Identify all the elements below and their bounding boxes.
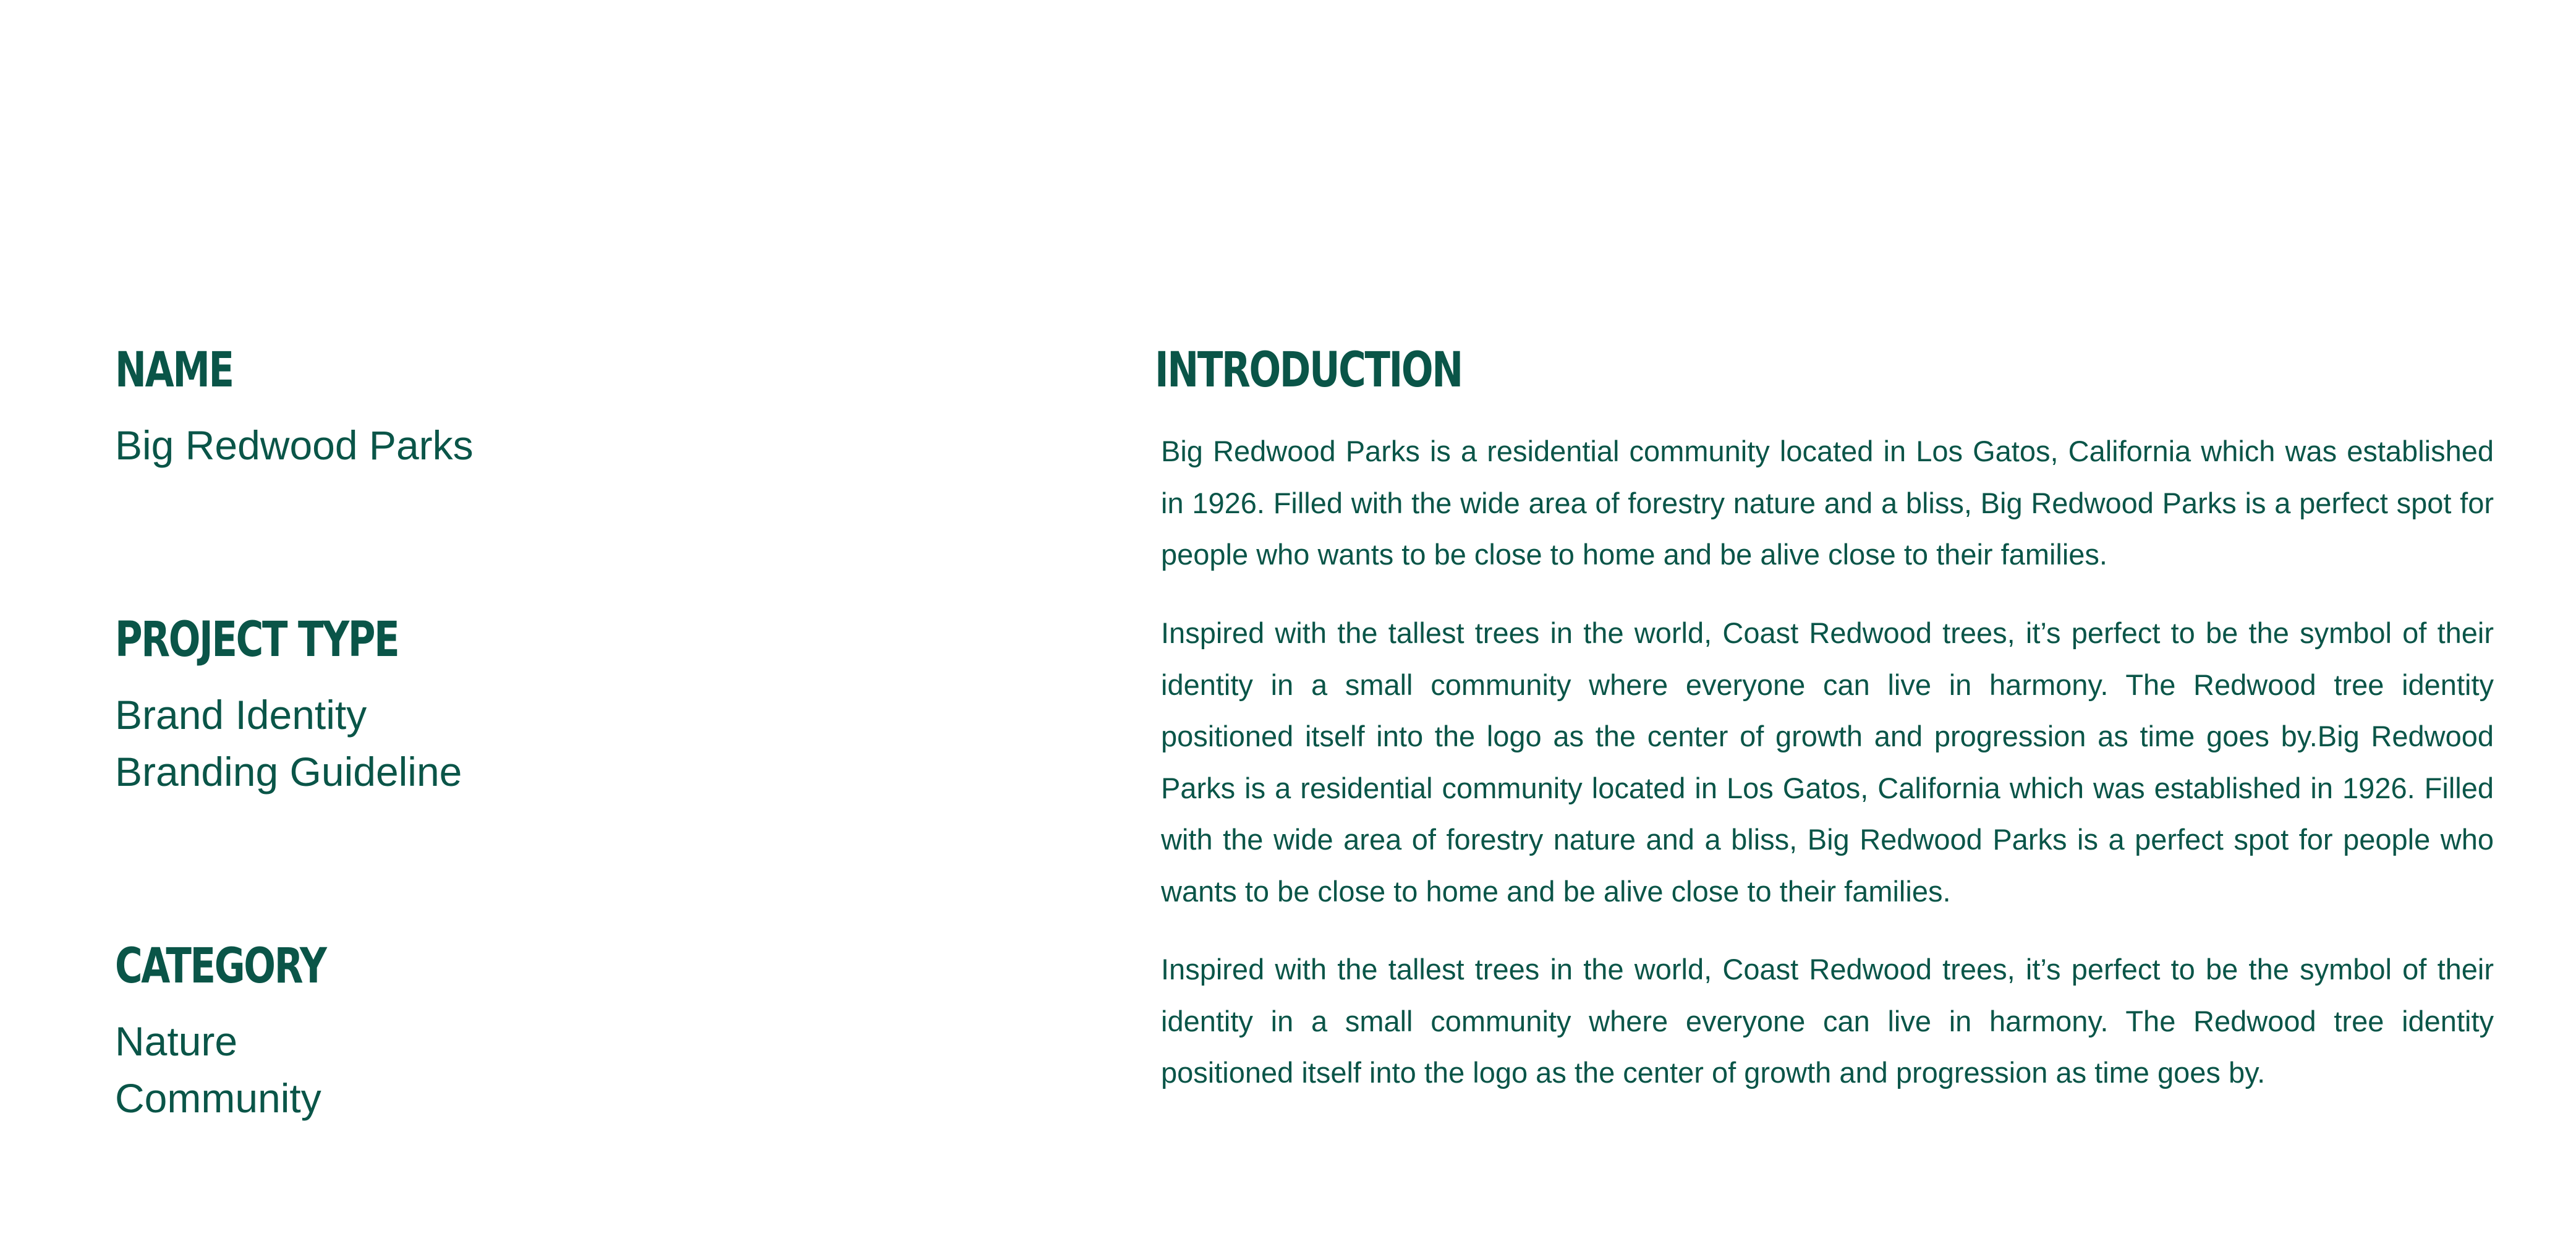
category-value-line: Community [115,1075,321,1121]
project-type-value [115,686,1042,800]
project-type-value-line: Branding Guideline [115,749,462,795]
name-heading: NAME [115,343,233,398]
introduction-heading: INTRODUCTION [1155,343,1462,398]
introduction-paragraph: Big Redwood Parks is a residential community located in Los Gatos, California which was established in 1926. Filled with the wide area of forestry nature and a bliss, Big Redwood Parks is a perfect spot for people who wants to be close to home and be alive close to their families. [1161,435,2494,571]
name-value [115,417,1042,474]
project-type-heading: PROJECT TYPE [115,612,399,668]
introduction-paragraph: Inspired with the tallest trees in the world, Coast Redwood trees, it’s perfect to be the symbol of their identity in a small community where everyone can live in harmony. The Redwood tree identity positioned itself into the logo as the center of growth and progression as time goes by. [1161,953,2494,1089]
project-type-field [115,612,1042,800]
category-field [115,939,1042,1127]
name-value-line: Big Redwood Parks [115,422,474,468]
name-field [115,343,1042,474]
category-heading: CATEGORY [115,939,326,994]
introduction-paragraph: Inspired with the tallest trees in the world, Coast Redwood trees, it’s perfect to be the symbol of their identity in a small community where everyone can live in harmony. The Redwood tree identity positioned itself into the logo as the center of growth and progression as time goes by.Big Redwood Parks is a residential community located in Los Gatos, California which was established in 1926. Filled with the wide area of forestry nature and a bliss, Big Redwood Parks is a perfect spot for people who wants to be close to home and be alive close to their families. [1161,616,2494,908]
category-value [115,1013,1042,1127]
project-type-value-line: Brand Identity [115,692,367,738]
category-value-line: Nature [115,1018,238,1064]
introduction-heading-wrap [1155,343,1549,398]
